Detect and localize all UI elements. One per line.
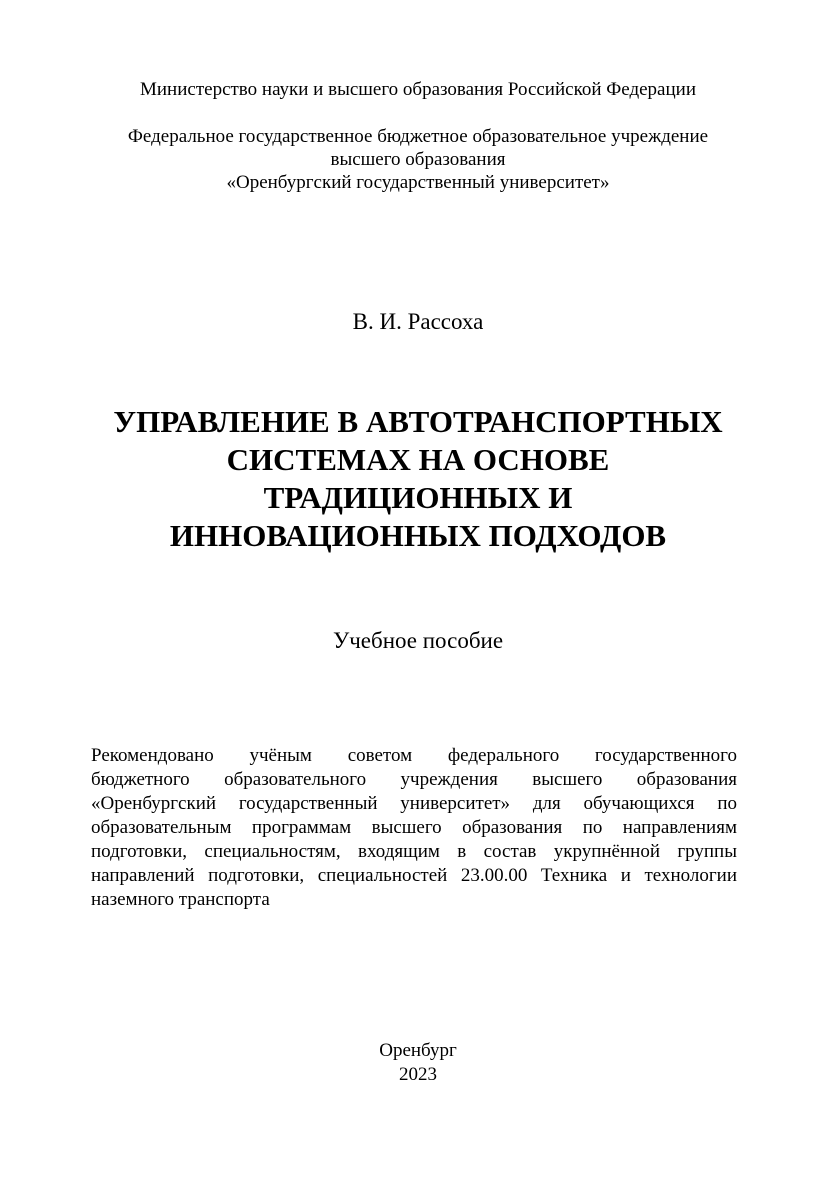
recommendation-line: «Оренбургский государственный университет» для обучающихся по (91, 793, 737, 814)
book-type: Учебное пособие (332, 628, 504, 653)
ministry-name: Министерство науки и высшего образования Российской Федерации (140, 79, 696, 100)
title-line: УПРАВЛЕНИЕ В АВТОТРАНСПОРТНЫХ (113, 404, 723, 439)
recommendation-line: образовательным программам высшего образования по направлениям (91, 817, 737, 838)
recommendation-line: направлений подготовки, специальностей 23.00.00 Техника и технологии (91, 865, 737, 886)
title-line: ТРАДИЦИОННЫХ И (263, 480, 573, 515)
recommendation-line: наземного транспорта (91, 889, 270, 910)
title-line: СИСТЕМАХ НА ОСНОВЕ (226, 442, 610, 477)
recommendation-line: подготовки, специальностям, входящим в состав укрупнённой группы (91, 841, 737, 862)
institution-line: «Оренбургский государственный университет» (226, 172, 610, 193)
title-line: ИННОВАЦИОННЫХ ПОДХОДОВ (169, 518, 667, 553)
institution-line: Федеральное государственное бюджетное образовательное учреждение (127, 126, 709, 147)
recommendation-paragraph (91, 744, 737, 912)
recommendation-line: бюджетного образовательного учреждения высшего образования (91, 769, 737, 790)
institution-line: высшего образования (330, 149, 506, 170)
city: Оренбург (379, 1040, 457, 1061)
recommendation-line: Рекомендовано учёным советом федерального государственного (91, 745, 737, 766)
year: 2023 (399, 1064, 437, 1085)
imprint (0, 1039, 836, 1087)
book-title (0, 403, 836, 555)
institution-name (0, 125, 836, 194)
author-name: В. И. Рассоха (352, 309, 484, 334)
